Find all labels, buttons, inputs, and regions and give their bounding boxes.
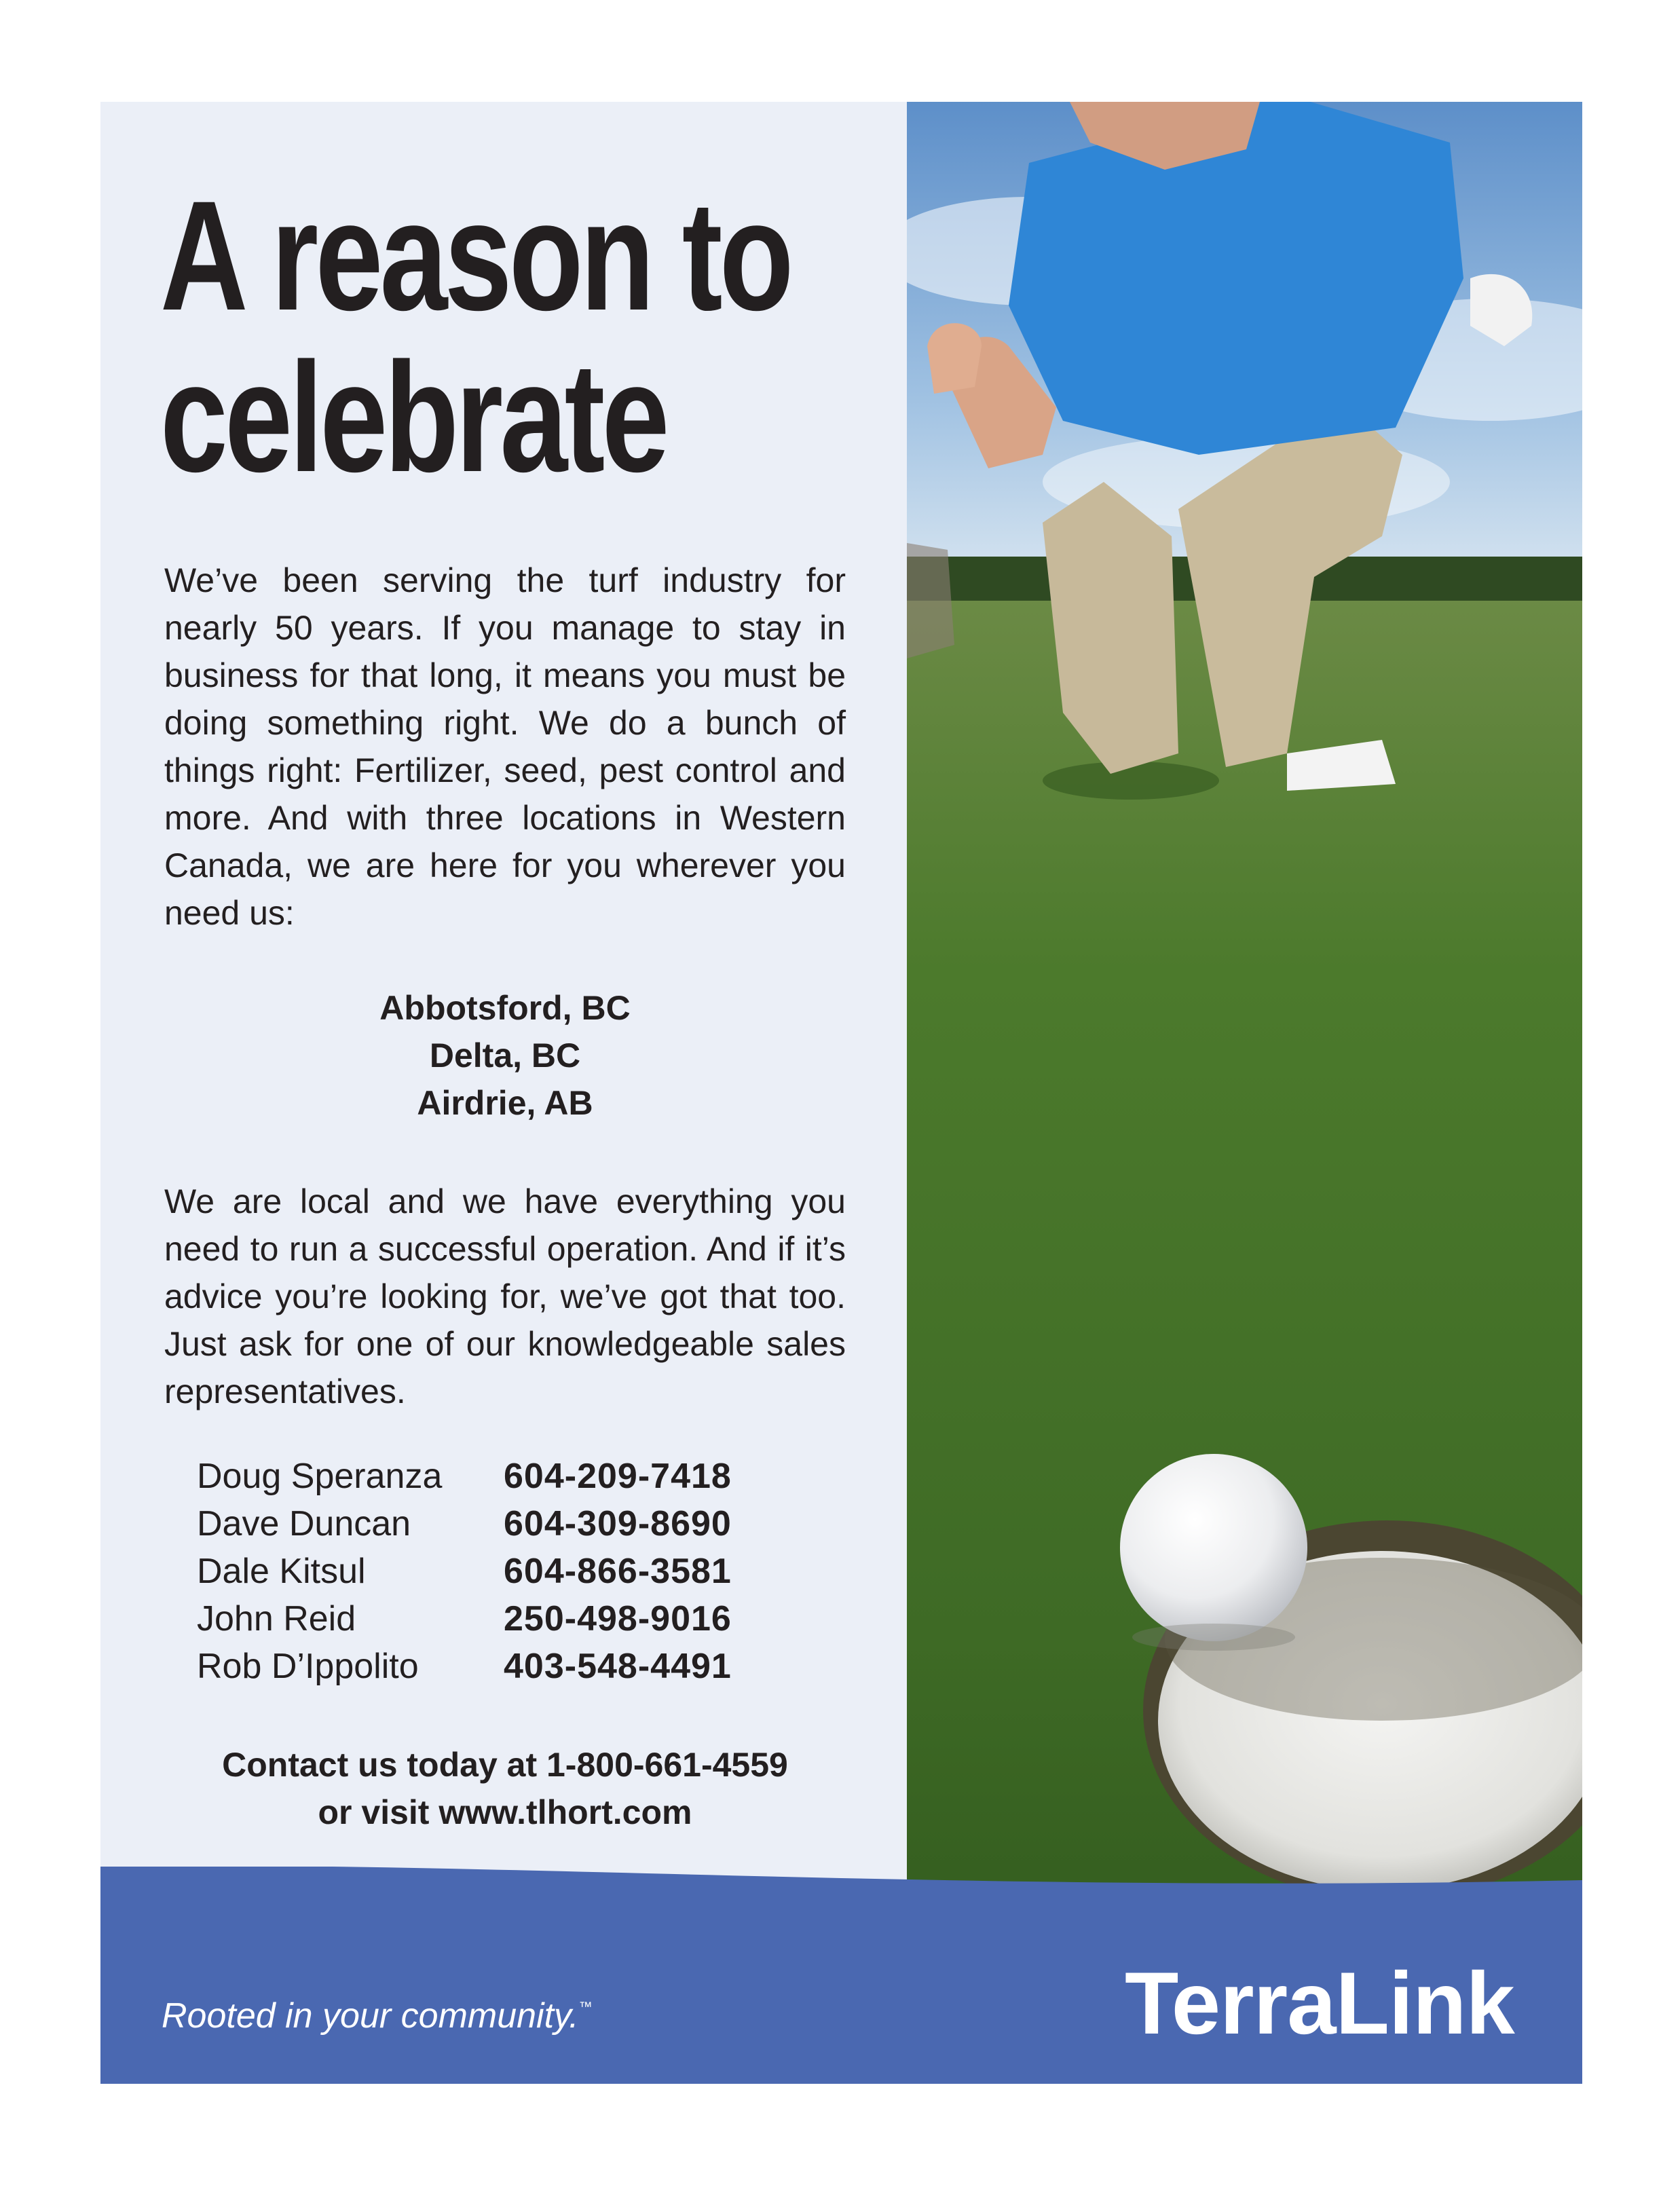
visit-prefix: or visit [318, 1793, 439, 1831]
locations-list [164, 984, 846, 1127]
location: Airdrie, AB [417, 1084, 593, 1122]
rep-row [197, 1643, 732, 1690]
sales-reps-list [197, 1453, 732, 1690]
headline [160, 168, 791, 504]
contact-line [164, 1741, 846, 1789]
location: Delta, BC [429, 1036, 581, 1074]
rep-name: Rob D’Ippolito [197, 1647, 419, 1686]
headline-line-2: celebrate [160, 330, 667, 504]
intro-paragraph: We’ve been serving the turf industry for nearly 50 years. If you manage to stay in business for that long, it means you must be doing something right. We do a bunch of things right: Fertilizer, seed, pest control and more. And with three locations in Western Canada, we are here for you wherever you need us: [164, 561, 846, 932]
visit-line [164, 1789, 846, 1836]
rep-name: Dale Kitsul [197, 1552, 366, 1591]
trademark-symbol: ™ [578, 2000, 593, 2015]
rep-row [197, 1500, 732, 1548]
rep-name: Dave Duncan [197, 1504, 411, 1543]
rep-name: John Reid [197, 1599, 356, 1639]
rep-phone[interactable]: 604-866-3581 [504, 1552, 732, 1591]
rep-phone[interactable]: 250-498-9016 [504, 1599, 732, 1639]
website-link[interactable]: www.tlhort.com [438, 1793, 692, 1831]
rep-phone[interactable]: 604-209-7418 [504, 1457, 732, 1496]
golf-photo [907, 102, 1582, 2084]
location: Abbotsford, BC [379, 989, 631, 1027]
rep-row [197, 1548, 732, 1595]
rep-row [197, 1453, 732, 1500]
text-panel [100, 102, 907, 2084]
tagline-text: Rooted in your community. [162, 1996, 579, 2036]
headline-line-1: A reason to [160, 168, 791, 343]
contact-block [164, 1741, 846, 1836]
rep-phone[interactable]: 604-309-8690 [504, 1504, 732, 1543]
rep-phone[interactable]: 403-548-4491 [504, 1647, 732, 1686]
rep-name: Doug Speranza [197, 1457, 443, 1496]
contact-prefix: Contact us today at [222, 1746, 546, 1784]
local-paragraph: We are local and we have everything you need to run a successful operation. And if it’s advice you’re looking for, we’ve got that too. Just ask for one of our knowledgeable sales representatives. [164, 1182, 846, 1410]
terralink-logo[interactable]: TerraLink [1125, 1953, 1514, 2053]
rep-row [197, 1595, 732, 1643]
contact-phone[interactable]: 1-800-661-4559 [546, 1746, 788, 1784]
advertisement [100, 102, 1582, 2084]
tagline [162, 1996, 593, 2036]
